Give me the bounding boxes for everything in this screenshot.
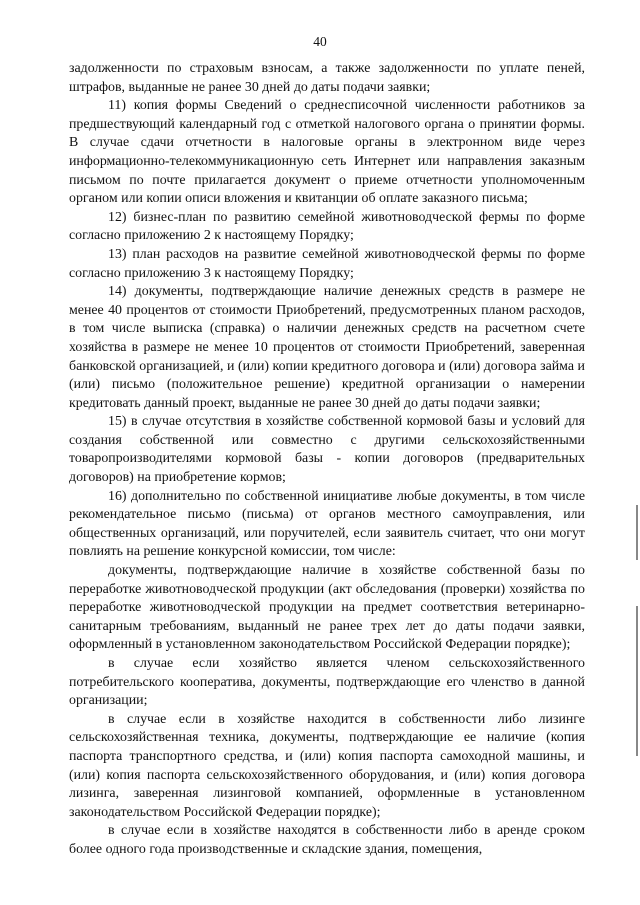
page-body [69, 60, 585, 860]
page-number: 40 [313, 34, 327, 49]
scan-edge-mark [636, 606, 638, 756]
paragraph-documents-processing-base: документы, подтверждающие наличие в хозяйстве собственной базы по переработке животноводческой продукции (акт обследования (проверки) хозяйства по переработке животноводческой продукции на предмет соответствия ветеринарно-санитарным требованиям, выданный не ранее трех лет до даты подачи заявки, оформленный в установленном законодательством Российской Федерации порядке); [69, 563, 585, 653]
paragraph-item-12: 12) бизнес-план по развитию семейной животноводческой фермы по форме согласно приложению 2 к настоящему Порядку; [69, 209, 585, 244]
paragraph-item-14: 14) документы, подтверждающие наличие денежных средств в размере не менее 40 процентов от стоимости Приобретений, предусмотренных планом расходов, в том числе выписка (справка) о наличии денежных средств на расчетном счете хозяйства в размере не менее 10 процентов от стоимости Приобретений, заверенная банковской организацией, и (или) копии кредитного договора и (или) договора займа и (или) письмо (положительное решение) кредитной организации о намерении кредитовать данный проект, выданные не ранее 30 дней до даты подачи заявки; [69, 284, 585, 411]
paragraph-cooperative-membership: в случае если хозяйство является членом сельскохозяйственного потребительского кооператива, документы, подтверждающие его членство в данной организации; [69, 656, 585, 709]
paragraph-item-13: 13) план расходов на развитие семейной животноводческой фермы по форме согласно приложению 3 к настоящему Порядку; [69, 246, 585, 281]
paragraph-buildings: в случае если в хозяйстве находятся в собственности либо в аренде сроком более одного года производственные и складские здания, помещения, [69, 823, 585, 857]
paragraph-item-11: 11) копия формы Сведений о среднесписочной численности работников за предшествующий календарный год с отметкой налогового органа о принятии формы. В случае сдачи отчетности в налоговые органы в электронном виде через информационно-телекоммуникационную сеть Интернет или направления заказным письмом по почте прилагается документ о приеме отчетности уполномоченным органом или копии описи вложения и квитанции об оплате заказного письма; [69, 98, 585, 207]
paragraph-agricultural-machinery: в случае если в хозяйстве находится в собственности либо лизинге сельскохозяйственная техника, документы, подтверждающие ее наличие (копия паспорта транспортного средства, и (или) копия паспорта самоходной машины, и (или) копия паспорта сельскохозяйственного оборудования, и (или) копия договора лизинга, заверенная лизинговой компанией, оформленные в установленном законодательством Российской Федерации порядке); [69, 711, 585, 820]
scan-edge-mark [636, 505, 638, 560]
paragraph-item-16: 16) дополнительно по собственной инициативе любые документы, в том числе рекомендательное письмо (письма) от органов местного самоуправления, или общественных организаций, или поручителей, если заявитель считает, что они могут повлиять на решение конкурсной комиссии, том числе: [69, 488, 585, 560]
paragraph-item-15: 15) в случае отсутствия в хозяйстве собственной кормовой базы и условий для создания собственной или совместно с другими сельскохозяйственными товаропроизводителями кормовой базы - копии договоров (предварительных договоров) на приобретение кормов; [69, 414, 585, 486]
paragraph-continued: задолженности по страховым взносам, а также задолженности по уплате пеней, штрафов, выданные не ранее 30 дней до даты подачи заявки; [69, 61, 585, 95]
